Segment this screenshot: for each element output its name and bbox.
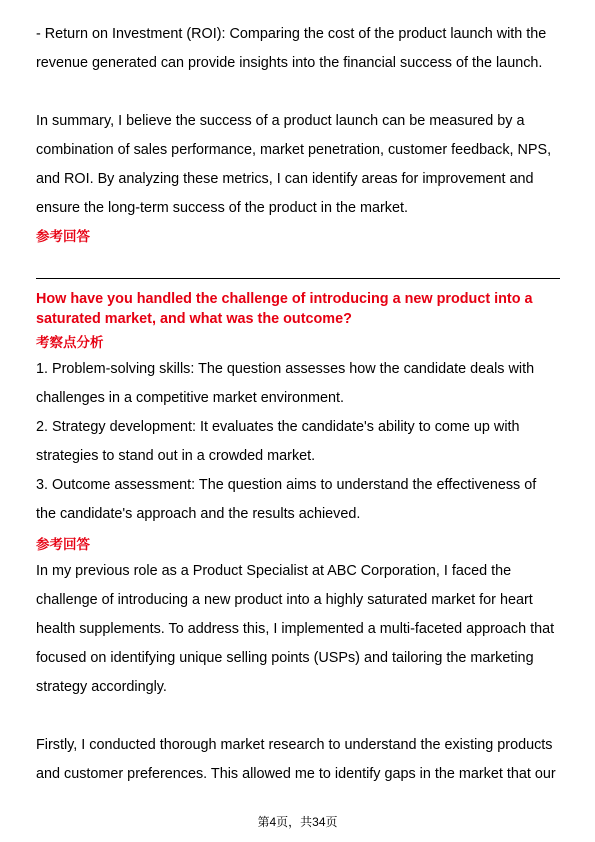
answer-paragraph-2: Firstly, I conducted thorough market research to understand the existing products and customer preferences. This allowed me to identify gaps in the market that our <box>36 737 556 782</box>
analysis-point-2: 2. Strategy development: It evaluates the candidate's ability to come up with strategies to stand out in a crowded market. <box>36 419 520 464</box>
answer-heading: 参考回答 <box>36 537 90 552</box>
blank-answer-space <box>36 249 560 278</box>
section-divider <box>36 278 560 279</box>
reference-answer-heading: 参考回答 <box>36 229 90 244</box>
paragraph-gap <box>36 702 560 731</box>
paragraph-gap <box>36 78 560 107</box>
document-page <box>36 20 560 789</box>
analysis-point-3: 3. Outcome assessment: The question aims to understand the effectiveness of the candidate's approach and the results achieved. <box>36 477 537 522</box>
question-title: How have you handled the challenge of introducing a new product into a saturated market, and what was the outcome? <box>36 291 533 327</box>
page-number-footer: 第4页，共34页 <box>257 815 338 829</box>
summary-paragraph: In summary, I believe the success of a product launch can be measured by a combination of sales performance, market penetration, customer feedback, NPS, and ROI. By analyzing these metrics, I can identify areas for improvement and ensure the long-term success of the product in the market. <box>36 113 552 216</box>
analysis-heading: 考察点分析 <box>36 335 104 350</box>
answer-paragraph-1: In my previous role as a Product Specialist at ABC Corporation, I faced the challenge of introducing a new product into a highly saturated market for heart health supplements. To address this, I implemented a multi-faceted approach that focused on identifying unique selling points (USPs) and tailoring the marketing strategy accordingly. <box>36 563 555 695</box>
roi-bullet-text: - Return on Investment (ROI): Comparing the cost of the product launch with the revenue generated can provide insights into the financial success of the launch. <box>36 26 547 71</box>
analysis-point-1: 1. Problem-solving skills: The question assesses how the candidate deals with challenges in a competitive market environment. <box>36 361 535 406</box>
